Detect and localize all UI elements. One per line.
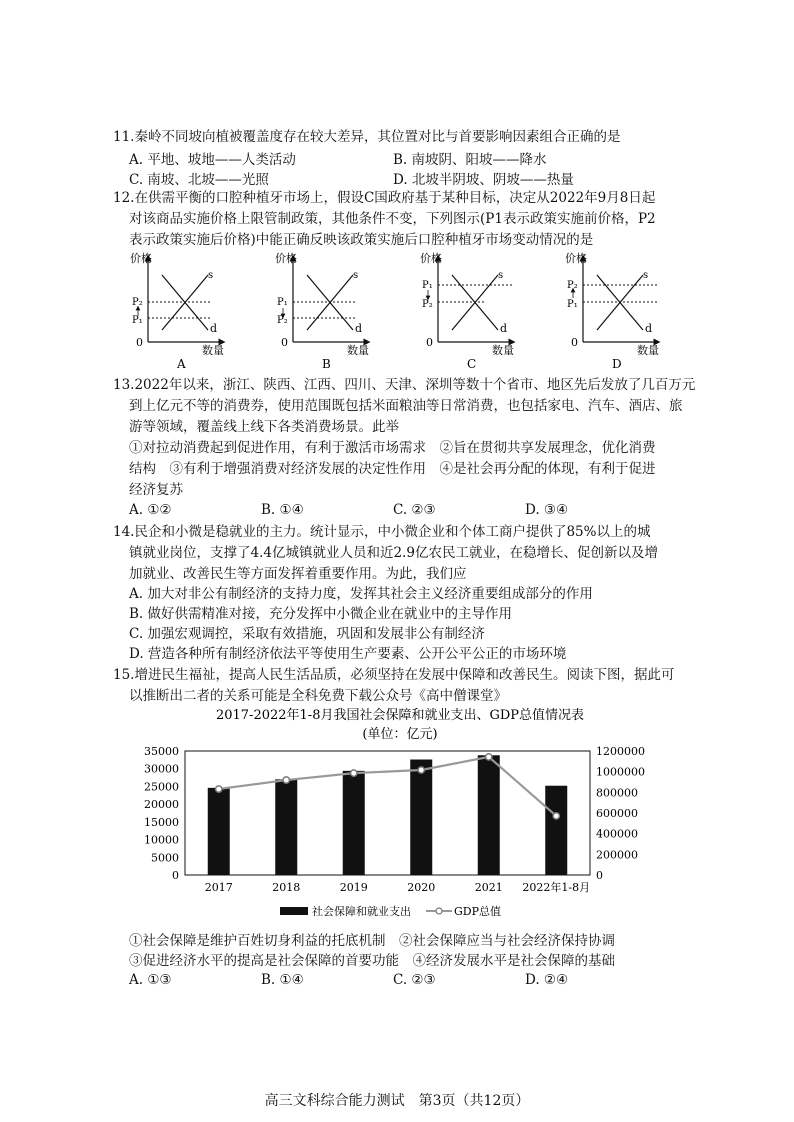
graph-d-letter: D bbox=[612, 357, 622, 371]
graph-a-ylabel: 价格 bbox=[130, 252, 152, 265]
graph-d-ylabel: 价格 bbox=[565, 252, 587, 265]
q13-line-4: ①对拉动消费起到促进作用，有利于激活市场需求 ②旨在贯彻共享发展理念，优化消费 bbox=[129, 440, 656, 456]
q15-line-2: 以推断出二者的关系可能是全科免费下载公众号《高中僧课堂》 bbox=[129, 688, 507, 704]
graph-c bbox=[420, 251, 514, 371]
graph-a-origin: 0 bbox=[136, 336, 143, 349]
q12-line-3: 表示政策实施后价格)中能正确反映该政策实施后口腔种植牙市场变动情况的是 bbox=[129, 232, 594, 248]
legend-line-label: GDP总值 bbox=[454, 905, 502, 918]
gdp-line bbox=[219, 757, 557, 816]
graph-b-ylabel: 价格 bbox=[275, 252, 297, 265]
q11-option-d: D. 北坡半阴坡、阴坡——热量 bbox=[393, 172, 574, 188]
y-right-tick-label: 400000 bbox=[596, 827, 638, 841]
q11-stem: 11.秦岭不同坡向植被覆盖度存在较大差异，其位置对比与首要影响因素组合正确的是 bbox=[113, 129, 621, 145]
x-tick-label: 2022年1-8月 bbox=[522, 881, 591, 894]
q12-line-1: 12.在供需平衡的口腔种植牙市场上，假设C国政府基于某种目标，决定从2022年9月8日起 bbox=[113, 190, 656, 206]
y-right-tick-label: 800000 bbox=[596, 786, 638, 800]
y-left-tick-label: 10000 bbox=[144, 833, 179, 847]
bar-social-security bbox=[545, 786, 567, 875]
legend-line-marker bbox=[436, 908, 442, 914]
graph-c-xlabel: 数量 bbox=[492, 344, 514, 357]
graph-a bbox=[130, 251, 224, 371]
x-tick-label: 2019 bbox=[339, 881, 368, 894]
graph-b-xlabel: 数量 bbox=[347, 344, 369, 357]
x-tick-label: 2021 bbox=[474, 881, 503, 894]
graph-b-lower: P₂ bbox=[277, 315, 288, 326]
graph-c-s: s bbox=[498, 270, 504, 281]
graph-d-upper: P₂ bbox=[567, 280, 578, 291]
q13-line-1: 13.2022年以来，浙江、陕西、江西、四川、天津、深圳等数十个省市、地区先后发放了几百万元 bbox=[113, 377, 696, 393]
q15-option-a: A. ①③ bbox=[129, 972, 172, 988]
q13-option-c: C. ②③ bbox=[393, 502, 436, 518]
q15-line-1: 15.增进民生福祉，提高人民生活品质，必须坚持在发展中保障和改善民生。阅读下图，据此可 bbox=[113, 667, 675, 683]
graph-b-s: s bbox=[353, 270, 359, 281]
graph-d-lower: P₁ bbox=[567, 299, 578, 310]
graph-a-xlabel: 数量 bbox=[202, 344, 224, 357]
graph-b-upper: P₁ bbox=[277, 297, 288, 308]
q13-line-5: 结构 ③有利于增强消费对经济发展的决定性作用 ④是社会再分配的体现，有利于促进 bbox=[129, 461, 656, 477]
q14-line-1: 14.民企和小微是稳就业的主力。统计显示，中小微企业和个体工商户提供了85%以上的城 bbox=[113, 524, 651, 540]
graph-b-d: d bbox=[355, 322, 363, 335]
gdp-point bbox=[486, 754, 492, 760]
q12-graphs bbox=[122, 250, 682, 375]
graph-b-letter: B bbox=[322, 357, 331, 371]
x-tick-label: 2018 bbox=[272, 881, 301, 894]
q14-option-d: D. 营造各种所有制经济依法平等使用生产要素、公开公平公正的市场环境 bbox=[129, 646, 567, 662]
gdp-point bbox=[216, 786, 222, 792]
graph-c-letter: C bbox=[467, 357, 477, 371]
graph-c-origin: 0 bbox=[426, 336, 433, 349]
x-tick-label: 2020 bbox=[407, 881, 436, 894]
bar-social-security bbox=[343, 771, 365, 875]
q15-statement-1: ①社会保障是维护百姓切身利益的托底机制 ②社会保障应当与社会经济保持协调 bbox=[129, 933, 615, 949]
y-left-tick-label: 25000 bbox=[144, 780, 179, 794]
q15-chart bbox=[130, 703, 690, 925]
graph-b bbox=[275, 251, 369, 371]
q14-option-a: A. 加大对非公有制经济的支持力度，发挥其社会主义经济重要组成部分的作用 bbox=[129, 586, 593, 602]
q14-line-2: 镇就业岗位，支撑了4.4亿城镇就业人员和近2.9亿农民工就业，在稳增长、促创新以及增 bbox=[129, 545, 658, 561]
graph-a-letter: A bbox=[177, 357, 186, 371]
legend-bar-swatch bbox=[280, 907, 308, 915]
gdp-point bbox=[553, 813, 559, 819]
y-left-tick-label: 0 bbox=[172, 869, 179, 882]
gdp-point bbox=[418, 767, 424, 773]
gdp-point bbox=[351, 770, 357, 776]
q14-option-c: C. 加强宏观调控，采取有效措施，巩固和发展非公有制经济 bbox=[129, 626, 485, 642]
legend-bar-label: 社会保障和就业支出 bbox=[312, 905, 411, 918]
graph-c-upper: P₁ bbox=[422, 280, 433, 291]
y-left-tick-label: 35000 bbox=[144, 745, 179, 758]
graph-a-d: d bbox=[210, 322, 218, 335]
chart-title: 2017-2022年1-8月我国社会保障和就业支出、GDP总值情况表 bbox=[215, 708, 585, 723]
q13-option-b: B. ①④ bbox=[261, 502, 304, 518]
graph-d-origin: 0 bbox=[571, 336, 578, 349]
chart-subtitle: (单位：亿元) bbox=[362, 727, 438, 742]
graph-d-xlabel: 数量 bbox=[637, 344, 659, 357]
q15-option-d: D. ②④ bbox=[525, 972, 569, 988]
q15-statement-2: ③促进经济水平的提高是社会保障的首要功能 ④经济发展水平是社会保障的基础 bbox=[129, 953, 615, 969]
q15-option-b: B. ①④ bbox=[261, 972, 304, 988]
q11-option-c: C. 南坡、北坡——光照 bbox=[129, 172, 269, 188]
y-left-tick-label: 20000 bbox=[144, 798, 179, 812]
graph-d bbox=[565, 251, 659, 371]
page-footer: 高三文科综合能力测试 第3页（共12页） bbox=[264, 1093, 530, 1109]
q13-line-6: 经济复苏 bbox=[129, 482, 183, 498]
graph-a-s: s bbox=[208, 270, 214, 281]
graph-d-s: s bbox=[643, 270, 649, 281]
y-right-tick-label: 200000 bbox=[596, 848, 638, 862]
chart-plot-area bbox=[185, 751, 590, 875]
y-right-tick-label: 600000 bbox=[596, 807, 638, 820]
bar-social-security bbox=[410, 760, 432, 875]
q15-option-c: C. ②③ bbox=[393, 972, 436, 988]
bar-social-security bbox=[275, 779, 297, 875]
graph-d-d: d bbox=[645, 322, 653, 335]
q13-option-a: A. ①② bbox=[129, 502, 172, 518]
bar-social-security bbox=[478, 755, 500, 875]
y-right-tick-label: 0 bbox=[596, 869, 603, 882]
q13-option-d: D. ③④ bbox=[525, 502, 569, 518]
graph-a-lower: P₁ bbox=[132, 315, 143, 326]
q12-line-2: 对该商品实施价格上限管制政策，其他条件不变，下列图示(P1表示政策实施前价格，P2 bbox=[129, 211, 656, 227]
q13-line-2: 到上亿元不等的消费券，使用范围既包括米面粮油等日常消费，也包括家电、汽车、酒店、旅 bbox=[129, 398, 683, 414]
x-tick-label: 2017 bbox=[204, 881, 233, 894]
y-left-tick-label: 15000 bbox=[144, 815, 179, 829]
y-left-tick-label: 30000 bbox=[144, 762, 179, 776]
graph-c-d: d bbox=[500, 322, 508, 335]
graph-a-upper: P₂ bbox=[132, 297, 143, 308]
q13-line-3: 游等领域，覆盖线上线下各类消费场景。此举 bbox=[129, 419, 399, 435]
q11-option-a: A. 平地、坡地——人类活动 bbox=[129, 152, 296, 168]
y-right-tick-label: 1000000 bbox=[596, 765, 645, 779]
y-right-tick-label: 1200000 bbox=[596, 745, 645, 758]
graph-c-ylabel: 价格 bbox=[420, 252, 442, 265]
graph-c-lower: P₂ bbox=[422, 299, 433, 310]
y-left-tick-label: 5000 bbox=[151, 851, 179, 865]
gdp-point bbox=[283, 777, 289, 783]
q11-option-b: B. 南坡阴、阳坡——降水 bbox=[393, 152, 547, 168]
bar-social-security bbox=[208, 788, 230, 875]
q14-option-b: B. 做好供需精准对接，充分发挥中小微企业在就业中的主导作用 bbox=[129, 606, 513, 622]
q14-line-3: 加就业、改善民生等方面发挥着重要作用。为此，我们应 bbox=[129, 566, 467, 582]
graph-b-origin: 0 bbox=[281, 336, 288, 349]
